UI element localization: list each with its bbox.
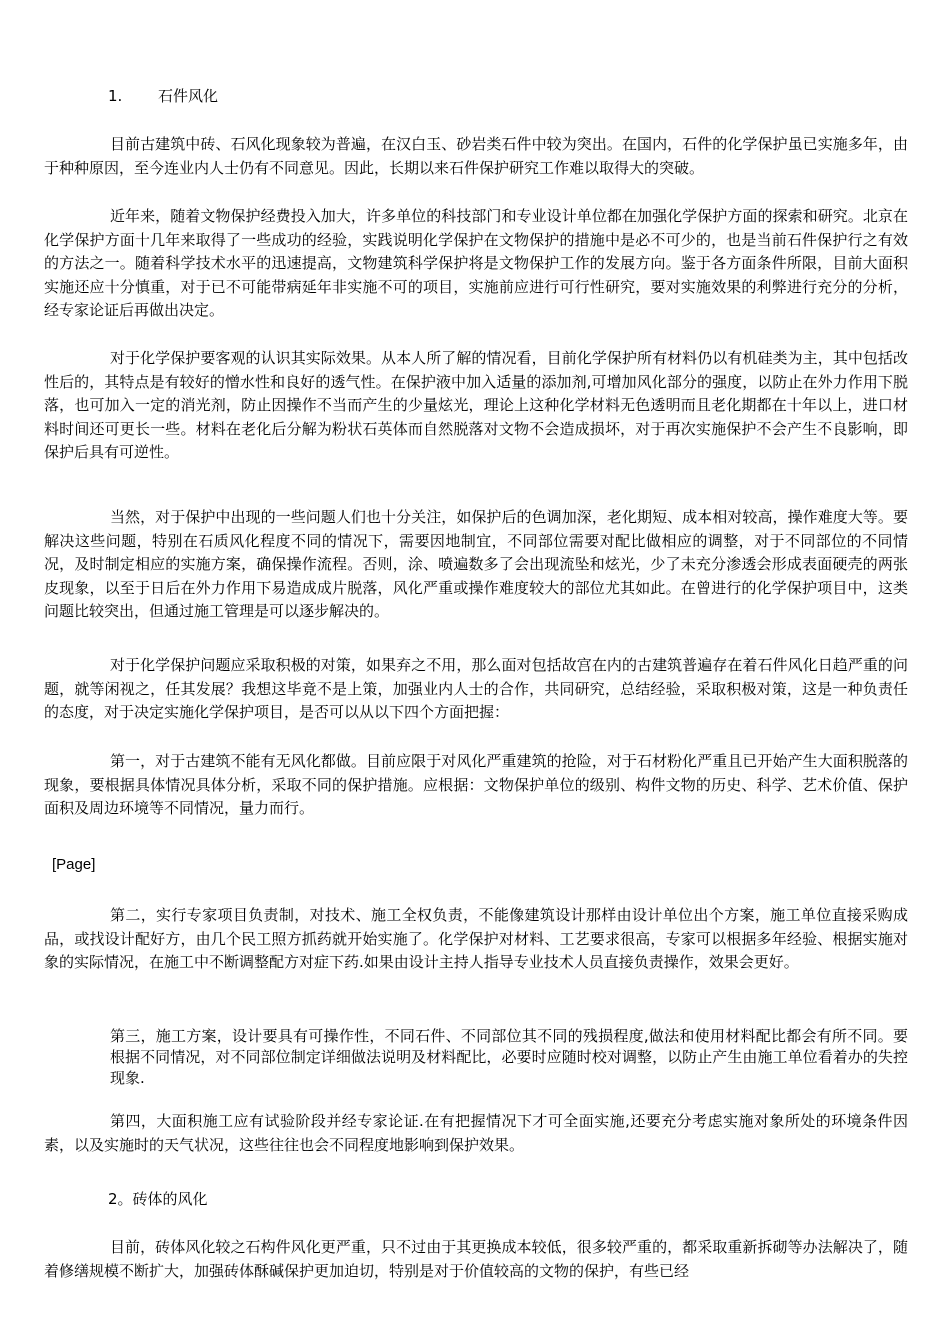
paragraph: 目前古建筑中砖、石风化现象较为普遍，在汉白玉、砂岩类石件中较为突出。在国内，石件的化学保护虽已实施多年，由于种种原因，至今连业内人士仍有不同意见。因此，长期以来石件保护研究工作难以取得大的突破。 — [44, 135, 908, 177]
section-heading-1 — [108, 86, 218, 106]
section-title: 2。砖体的风化 — [108, 1190, 208, 1208]
paragraph: 近年来，随着文物保护经费投入加大，许多单位的科技部门和专业设计单位都在加强化学保护方面的探索和研究。北京在化学保护方面十几年来取得了一些成功的经验，实践说明化学保护在文物保护的措施中是必不可少的，也是当前石件保护行之有效的方法之一。随着科学技术水平的迅速提高，文物建筑科学保护将是文物保护工作的发展方向。鉴于各方面条件所限，目前大面积实施还应十分慎重，对于已不可能带病延年非实施不可的项目，实施前应进行可行性研究，要对实施效果的利弊进行充分的分析，经专家论证后再做出决定。 — [44, 207, 908, 319]
paragraph: 第二，实行专家项目负责制，对技术、施工全权负责，不能像建筑设计那样由设计单位出个方案，施工单位直接采购成品，或找设计配好方，由几个民工照方抓药就开始实施了。化学保护对材料、工艺要求很高，专家可以根据多年经验、根据实施对象的实际情况，在施工中不断调整配方对症下药.如果由设计主持人指导专业技术人员直接负责操作，效果会更好。 — [44, 906, 908, 971]
section-title: 石件风化 — [158, 87, 219, 105]
section-heading-2 — [108, 1189, 208, 1209]
paragraph: 第四，大面积施工应有试验阶段并经专家论证.在有把握情况下才可全面实施,还要充分考虑实施对象所处的环境条件因素，以及实施时的天气状况，这些往往也会不同程度地影响到保护效果。 — [44, 1112, 908, 1154]
paragraph: 当然，对于保护中出现的一些问题人们也十分关注，如保护后的色调加深，老化期短、成本相对较高，操作难度大等。要解决这些问题，特别在石质风化程度不同的情况下，需要因地制宜，不同部位需要对配比做相应的调整，对于不同部位的不同情况，及时制定相应的实施方案，确保操作流程。否则，涂、喷遍数多了会出现流坠和炫光，少了未充分渗透会形成表面硬壳的两张皮现象，以至于日后在外力作用下易造成成片脱落，风化严重或操作难度较大的部位尤其如此。在曾进行的化学保护项目中，这类问题比较突出，但通过施工管理是可以逐步解决的。 — [44, 508, 908, 620]
paragraph: 第一，对于古建筑不能有无风化都做。目前应限于对风化严重建筑的抢险，对于石材粉化严重且已开始产生大面积脱落的现象，要根据具体情况具体分析，采取不同的保护措施。应根据：文物保护单位的级别、构件文物的历史、科学、艺术价值、保护面积及周边环境等不同情况，量力而行。 — [44, 752, 908, 817]
section-number: 1. — [108, 87, 123, 105]
paragraph: 对于化学保护问题应采取积极的对策，如果弃之不用，那么面对包括故宫在内的古建筑普遍存在着石件风化日趋严重的问题，就等闲视之，任其发展？我想这毕竟不是上策，加强业内人士的合作，共同研究，总结经验，采取积极对策，这是一种负责任的态度，对于决定实施化学保护项目，是否可以从以下四个方面把握： — [44, 656, 908, 721]
paragraph: 对于化学保护要客观的认识其实际效果。从本人所了解的情况看，目前化学保护所有材料仍以有机硅类为主，其中包括改性后的，其特点是有较好的憎水性和良好的透气性。在保护液中加入适量的添加剂,可增加风化部分的强度，以防止在外力作用下脱落，也可加入一定的消光剂，防止因操作不当而产生的少量炫光，理论上这种化学材料无色透明而且老化期都在十年以上，进口材料时间还可更长一些。材料在老化后分解为粉状石英体而自然脱落对文物不会造成损坏，对于再次实施保护不会产生不良影响，即保护后具有可逆性。 — [44, 349, 908, 461]
paragraph: 第三，施工方案，设计要具有可操作性，不同石件、不同部位其不同的残损程度,做法和使用材料配比都会有所不同。要根据不同情况，对不同部位制定详细做法说明及材料配比，必要时应随时校对调整，以防止产生由施工单位看着办的失控现象. — [110, 1027, 908, 1087]
page-marker: [Page] — [52, 856, 96, 873]
paragraph: 目前，砖体风化较之石构件风化更严重，只不过由于其更换成本较低，很多较严重的，都采取重新拆砌等办法解决了，随着修缮规模不断扩大，加强砖体酥碱保护更加迫切，特别是对于价值较高的文物的保护，有些已经 — [44, 1238, 908, 1280]
